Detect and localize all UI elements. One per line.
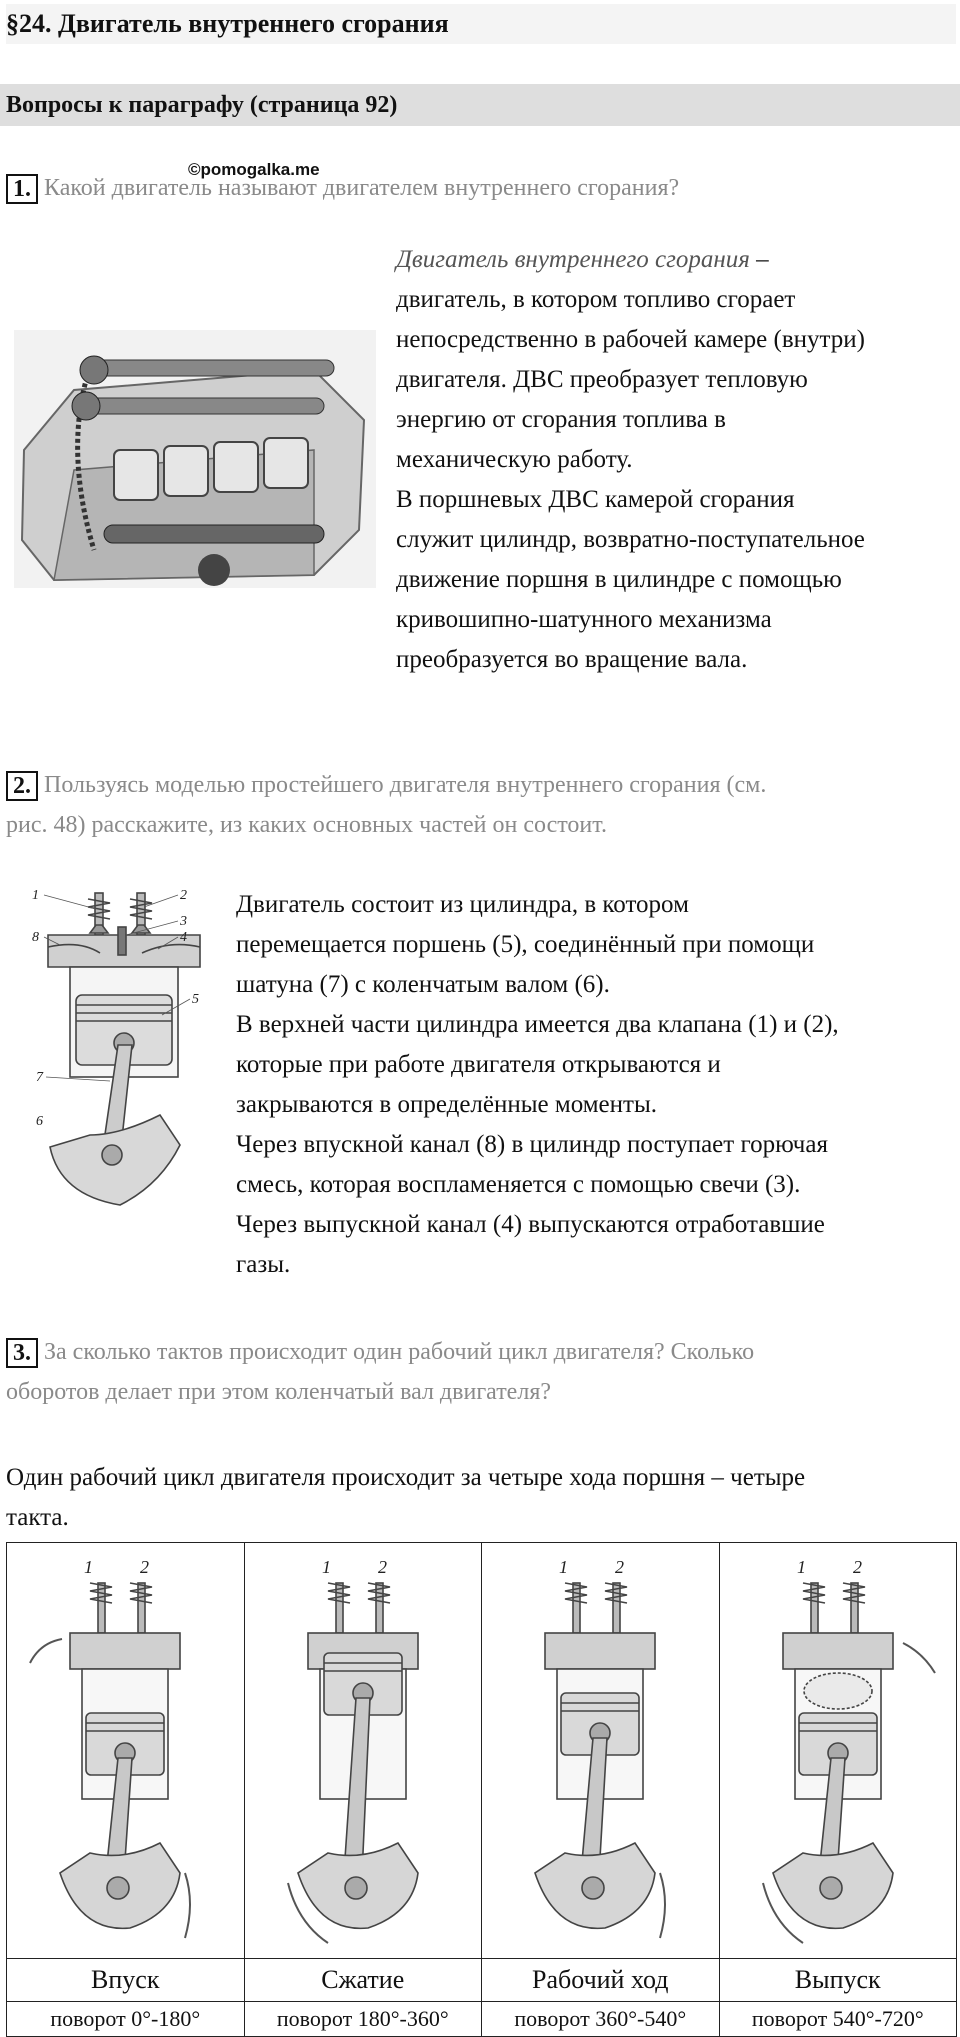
stroke-name: Рабочий ход <box>482 1959 720 2002</box>
figure-label: 1 <box>32 888 39 903</box>
answer-line: смесь, которая воспламеняется с помощью свечи (3). <box>236 1171 801 1198</box>
stroke-rotation: поворот 180°-360° <box>244 2002 482 2037</box>
answer-line: кривошипно-шатунного механизма <box>396 606 772 633</box>
answer-line: Двигатель состоит из цилиндра, в котором <box>236 891 689 918</box>
figure-label: 2 <box>180 888 187 903</box>
engine-model-diagram <box>30 885 220 1220</box>
question-3 <box>6 1332 956 1412</box>
question-text: рис. 48) расскажите, из каких основных частей он состоит. <box>6 812 607 838</box>
question-number: 2. <box>6 771 38 801</box>
stroke-rotation: поворот 0°-180° <box>7 2002 245 2037</box>
answer-line: преобразуется во вращение вала. <box>396 646 748 673</box>
answer-3 <box>6 1458 956 1538</box>
svg-text:2: 2 <box>852 1557 862 1577</box>
answer-line: В поршневых ДВС камерой сгорания <box>396 486 795 513</box>
question-1 <box>6 168 956 208</box>
stroke-rotation: поворот 540°-720° <box>719 2002 957 2037</box>
answer-line: Через впускной канал (8) в цилиндр поступает горючая <box>236 1131 828 1158</box>
stroke-rotation: поворот 360°-540° <box>482 2002 720 2037</box>
page-title: §24. Двигатель внутреннего сгорания <box>6 4 956 44</box>
svg-text:2: 2 <box>377 1557 387 1577</box>
answer-line: такта. <box>6 1504 69 1531</box>
answer-line: Один рабочий цикл двигателя происходит за четыре хода поршня – четыре <box>6 1464 806 1491</box>
svg-text:1: 1 <box>321 1557 331 1577</box>
svg-text:1: 1 <box>796 1557 806 1577</box>
figure-label: 5 <box>192 992 199 1007</box>
svg-text:2: 2 <box>140 1557 150 1577</box>
figure-label: 3 <box>180 914 187 929</box>
stroke-name: Выпуск <box>719 1959 957 2002</box>
svg-text:1: 1 <box>84 1557 94 1577</box>
answer-line: В верхней части цилиндра имеется два клапана (1) и (2), <box>236 1011 839 1038</box>
question-text: Пользуясь моделью простейшего двигателя внутреннего сгорания (см. <box>44 772 767 798</box>
question-text: оборотов делает при этом коленчатый вал двигателя? <box>6 1379 552 1405</box>
question-number: 1. <box>6 174 38 204</box>
answer-line: механическую работу. <box>396 446 633 473</box>
answer-line: движение поршня в цилиндре с помощью <box>396 566 842 593</box>
figure-label: 6 <box>36 1114 43 1129</box>
engine-image <box>14 330 376 588</box>
stroke-diagram <box>248 1543 478 1953</box>
stroke-cell-power <box>482 1543 720 1959</box>
stroke-diagram <box>485 1543 715 1953</box>
answer-line: газы. <box>236 1251 291 1278</box>
answer-line: непосредственно в рабочей камере (внутри) <box>396 326 865 353</box>
answer-1 <box>396 240 956 680</box>
figure-label: 4 <box>180 930 187 945</box>
question-number: 3. <box>6 1338 38 1368</box>
section-header: Вопросы к параграфу (страница 92) <box>0 84 960 126</box>
stroke-cell-intake <box>7 1543 245 1959</box>
stroke-cell-exhaust <box>719 1543 957 1959</box>
strokes-table <box>6 1542 957 2037</box>
svg-text:1: 1 <box>559 1557 569 1577</box>
svg-text:2: 2 <box>615 1557 625 1577</box>
figure-label: 7 <box>36 1070 43 1085</box>
figure-label: 8 <box>32 930 39 945</box>
watermark: ©pomogalka.me <box>188 160 320 179</box>
question-2 <box>6 765 956 845</box>
answer-line: закрываются в определённые моменты. <box>236 1091 658 1118</box>
answer-line: которые при работе двигателя открываются и <box>236 1051 721 1078</box>
answer-line: перемещается поршень (5), соединённый при помощи <box>236 931 815 958</box>
answer-line: энергию от сгорания топлива в <box>396 406 726 433</box>
question-text: Какой двигатель называют двигателем внутреннего сгорания? <box>44 175 680 201</box>
answer-term: Двигатель внутреннего сгорания <box>396 246 750 273</box>
answer-line: служит цилиндр, возвратно-поступательное <box>396 526 865 553</box>
stroke-name: Впуск <box>7 1959 245 2002</box>
answer-dash: – <box>749 246 769 273</box>
answer-line: двигателя. ДВС преобразует тепловую <box>396 366 808 393</box>
question-text: За сколько тактов происходит один рабочий цикл двигателя? Сколько <box>44 1339 755 1365</box>
answer-line: Через выпускной канал (4) выпускаются отработавшие <box>236 1211 825 1238</box>
stroke-name: Сжатие <box>244 1959 482 2002</box>
stroke-diagram <box>723 1543 953 1953</box>
answer-2 <box>236 885 956 1285</box>
stroke-cell-compression <box>244 1543 482 1959</box>
answer-line: шатуна (7) с коленчатым валом (6). <box>236 971 610 998</box>
stroke-diagram <box>10 1543 240 1953</box>
answer-line: двигатель, в котором топливо сгорает <box>396 286 796 313</box>
